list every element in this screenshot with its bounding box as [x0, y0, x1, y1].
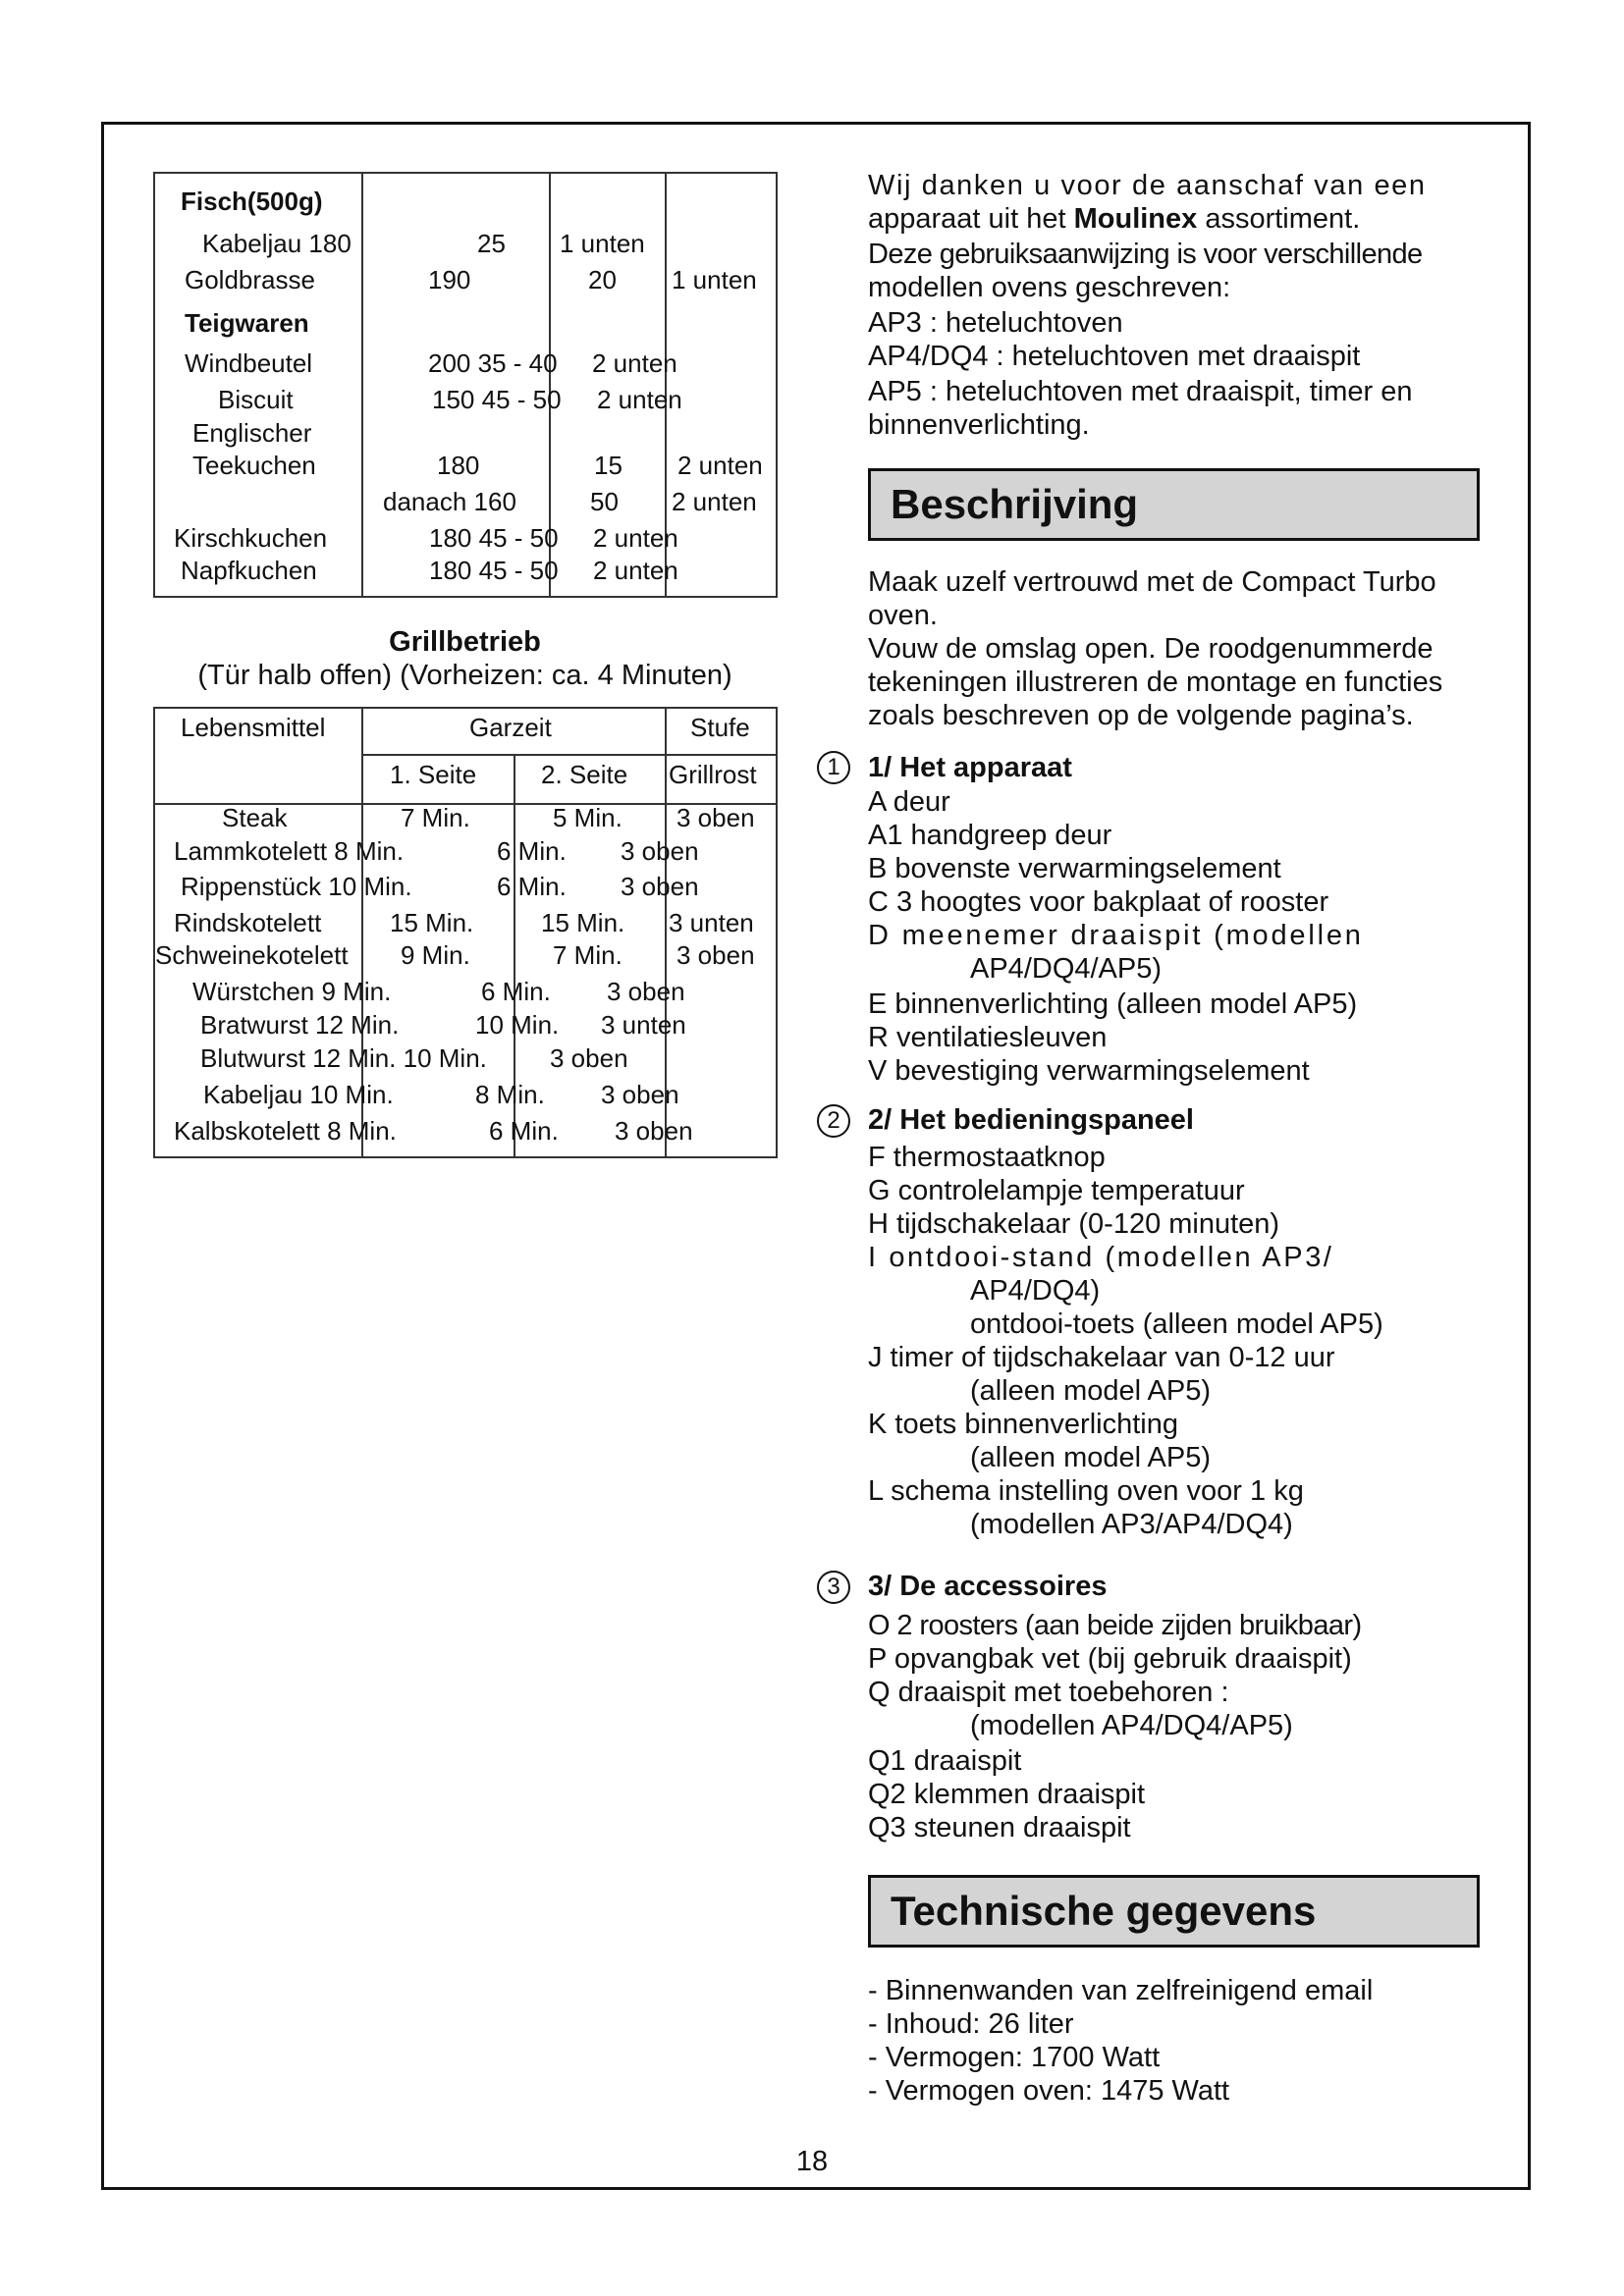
table-cell: Napfkuchen [181, 556, 317, 585]
table-cell: 190 [428, 265, 471, 294]
grill-header-side1: 1. Seite [390, 760, 477, 789]
table-cell: 50 [590, 487, 619, 516]
table-cell: 150 45 - 50 [432, 385, 562, 414]
table-cell: 2 unten [677, 451, 763, 480]
table-cell: 3 oben [607, 977, 685, 1006]
table-cell: 6 Min. [497, 872, 567, 901]
table-cell: Teekuchen [192, 451, 316, 480]
table-cell: 3 oben [615, 1116, 693, 1146]
table-cell: 2 unten [593, 556, 678, 585]
intro-text: Wij danken u voor de aanschaf van een apparaat uit het Moulinex assortiment. Deze gebruiksaanwijzing is voor verschillende modellen ovens geschreven: AP3 : heteluchtoven AP4/DQ4 : heteluchtoven met draaispit AP5 : heteluchtoven met draaispit, timer en binnenverlichting. [868, 170, 1427, 441]
table-cell: 7 Min. [553, 940, 623, 970]
table-cell: Kirschkuchen [174, 523, 328, 553]
table-cell: Biscuit [218, 385, 294, 414]
table-cell: 1 unten [560, 229, 645, 258]
table-cell: Würstchen 9 Min. [192, 977, 392, 1006]
table-cell: 15 Min. [541, 908, 625, 937]
table-cell: Windbeutel [185, 348, 313, 378]
table-cell: 1 unten [672, 265, 757, 294]
table-cell: 3 oben [677, 940, 755, 970]
table-cell: 3 unten [601, 1010, 686, 1040]
grill-header-time: Garzeit [469, 713, 552, 742]
table-cell: 180 45 - 50 [429, 556, 559, 585]
table-cell: 2 unten [592, 348, 677, 378]
brand-name: Moulinex [1073, 203, 1198, 235]
table-cell: Rindskotelett [174, 908, 322, 937]
table-cell: 200 35 - 40 [428, 348, 558, 378]
table-cell: 3 unten [669, 908, 754, 937]
section-bedieningspaneel: 2/ Het bedieningspaneel F thermostaatknop G controlelampje temperatuur H tijdschakelaar (0-120 minuten) I ontdooi-stand (modellen AP3/ AP4/DQ4) ontdooi-toets (alleen model AP5) J timer of tijdschakelaar van 0-12 uur (alleen model AP5) K toets binnenverlichting (alleen model AP5) L schema instelling oven voor 1 kg (modellen AP3/AP4/DQ4) [868, 1104, 1383, 1540]
table-cell: Teigwaren [185, 308, 309, 338]
grill-header-level: Stufe [690, 713, 750, 742]
table-cell: 9 Min. [401, 940, 470, 970]
table-cell: Kabeljau 180 [202, 229, 352, 258]
table-cell: Lammkotelett 8 Min. [174, 836, 405, 866]
beschrijving-text: Maak uzelf vertrouwd met de Compact Turbo oven. Vouw de omslag open. De roodgenummerde tekeningen illustreren de montage en functies zoals beschreven op de volgende pagina’s. [868, 566, 1443, 731]
table-cell: 6 Min. [497, 836, 567, 866]
table-cell: 3 oben [677, 803, 755, 832]
table-cell: Kabeljau 10 Min. [203, 1080, 394, 1109]
table-cell: Kalbskotelett 8 Min. [174, 1116, 397, 1146]
circle-number-3: 3 [817, 1571, 850, 1604]
table-cell: 25 [477, 229, 506, 258]
table-cell: 3 oben [621, 836, 699, 866]
circle-number-1: 1 [817, 751, 850, 784]
table-cell: 3 oben [550, 1043, 628, 1073]
table-cell: Goldbrasse [185, 265, 315, 294]
table-cell: 15 [594, 451, 623, 480]
section-apparaat: 1/ Het apparaat A deur A1 handgreep deur B bovenste verwarmingselement C 3 hoogtes voor bakplaat of rooster D meenemer draaispit (modellen AP4/DQ4/AP5) E binnenverlichting (alleen model AP5) R ventilatiesleuven V bevestiging verwarmingselement [868, 752, 1364, 1087]
heading-technische-gegevens: Technische gegevens [868, 1875, 1480, 1948]
table-cell: Blutwurst 12 Min. 10 Min. [200, 1043, 487, 1073]
table-cell: Englischer [192, 418, 312, 448]
grill-header-side2: 2. Seite [541, 760, 628, 789]
table-cell: 180 45 - 50 [429, 523, 559, 553]
table-cell: 15 Min. [390, 908, 474, 937]
table-cell: 20 [588, 265, 617, 294]
table-cell: 8 Min. [475, 1080, 545, 1109]
table-cell: 2 unten [672, 487, 757, 516]
table-cell: Rippenstück 10 Min. [181, 872, 412, 901]
table-cell: Schweinekotelett [155, 940, 349, 970]
heading-beschrijving: Beschrijving [868, 468, 1480, 541]
table-cell: Bratwurst 12 Min. [200, 1010, 400, 1040]
table-cell: 7 Min. [401, 803, 470, 832]
grill-header-rack: Grillrost [669, 760, 757, 789]
table-cell: 6 Min. [481, 977, 551, 1006]
table-cell: 10 Min. [475, 1010, 560, 1040]
grill-header-food: Lebensmittel [181, 713, 326, 742]
table-cell: 180 [437, 451, 480, 480]
page-number: 18 [795, 2146, 829, 2177]
grill-subtitle: (Tür halb offen) (Vorheizen: ca. 4 Minuten) [197, 660, 732, 691]
table-cell: 2 unten [597, 385, 682, 414]
circle-number-2: 2 [817, 1104, 850, 1138]
grill-title: Grillbetrieb [389, 626, 541, 658]
section-accessoires: 3/ De accessoires O 2 roosters (aan beide zijden bruikbaar) P opvangbak vet (bij gebruik draaispit) Q draaispit met toebehoren : (modellen AP4/DQ4/AP5) Q1 draaispit Q2 klemmen draaispit Q3 steunen draaispit [868, 1571, 1362, 1843]
table-cell: 5 Min. [553, 803, 623, 832]
table-row: Fisch(500g) [181, 187, 323, 216]
table-cell: 3 oben [621, 872, 699, 901]
table-cell: 3 oben [601, 1080, 679, 1109]
table-cell: 6 Min. [489, 1116, 559, 1146]
table-cell: 2 unten [593, 523, 678, 553]
table-cell: Steak [222, 803, 288, 832]
table-cell: danach 160 [383, 487, 516, 516]
tech-list: - Binnenwanden van zelfreinigend email - Inhoud: 26 liter - Vermogen: 1700 Watt - Vermogen oven: 1475 Watt [868, 1975, 1374, 2107]
